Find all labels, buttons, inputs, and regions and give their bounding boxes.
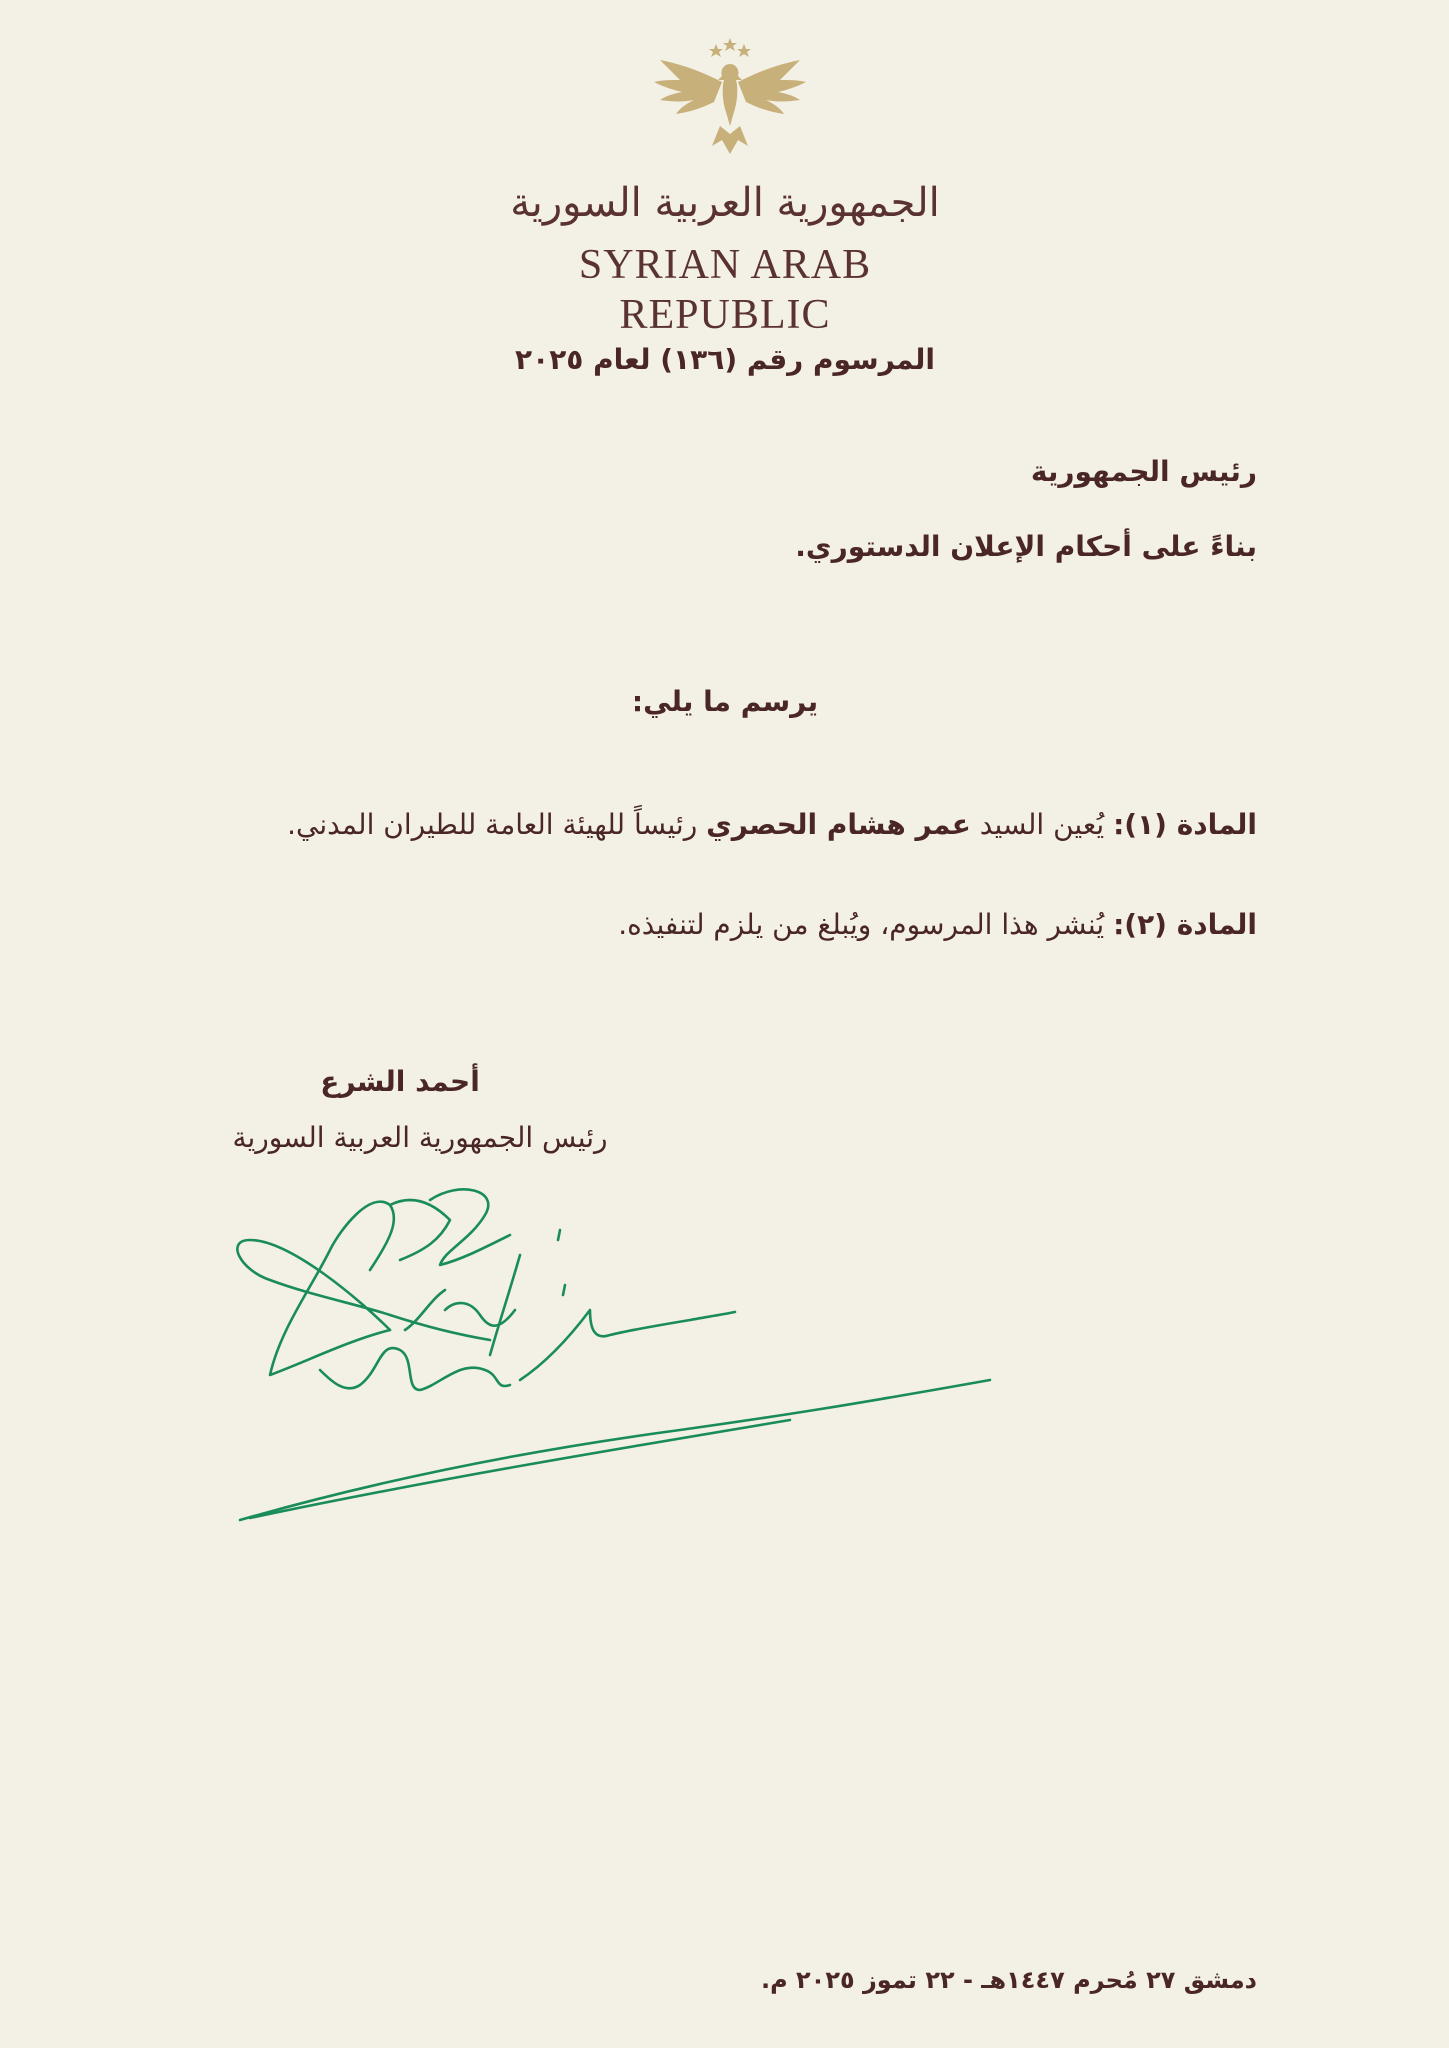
article-2-label: المادة (٢): [1113, 908, 1257, 941]
legal-basis-line: بناءً على أحكام الإعلان الدستوري. [795, 530, 1257, 563]
republic-name-arabic: الجمهورية العربية السورية [510, 180, 940, 226]
eagle-emblem-icon [640, 30, 820, 170]
article-2 [618, 905, 1257, 945]
article-2-text: يُنشر هذا المرسوم، ويُبلغ من يلزم لتنفيذه. [618, 908, 1114, 941]
signatory-title: رئيس الجمهورية العربية السورية [232, 1121, 608, 1154]
article-1-label: المادة (١): [1113, 808, 1257, 841]
signatory-name: أحمد الشرع [320, 1065, 480, 1098]
article-1-text-after: رئيساً للهيئة العامة للطيران المدني. [287, 808, 707, 841]
decree-title: المرسوم رقم (١٣٦) لعام ٢٠٢٥ [515, 343, 935, 376]
appointee-name: عمر هشام الحصري [706, 808, 971, 841]
handwritten-signature-icon [230, 1180, 1010, 1530]
republic-name-english: SYRIAN ARAB REPUBLIC [578, 242, 872, 338]
issuer-heading: رئيس الجمهورية [1030, 455, 1257, 488]
article-1 [287, 805, 1257, 845]
decrees-heading: يرسم ما يلي: [631, 685, 819, 718]
footer-date: دمشق ٢٧ مُحرم ١٤٤٧هـ - ٢٢ تموز ٢٠٢٥ م. [760, 1966, 1257, 1994]
article-1-text-before: يُعين السيد [970, 808, 1114, 841]
